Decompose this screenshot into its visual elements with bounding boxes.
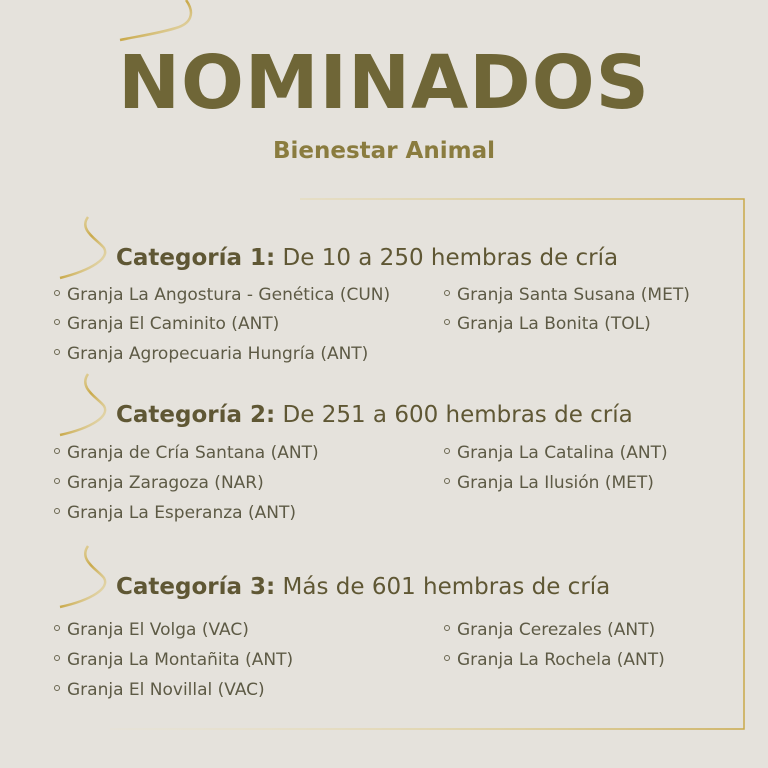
- category-2-swirl-icon: [60, 374, 105, 435]
- list-item: Granja Santa Susana (MET): [444, 285, 690, 305]
- list-item: Granja La Angostura - Genética (CUN): [54, 285, 390, 305]
- list-item: Granja Cerezales (ANT): [444, 620, 655, 640]
- category-3-text: Más de 601 hembras de cría: [275, 574, 611, 600]
- category-3-swirl-icon: [60, 546, 105, 607]
- list-item: Granja El Novillal (VAC): [54, 680, 265, 700]
- list-item: Granja El Caminito (ANT): [54, 314, 279, 334]
- list-item: Granja Agropecuaria Hungría (ANT): [54, 344, 368, 364]
- top-swirl-icon: [120, 0, 191, 40]
- list-item: Granja La Catalina (ANT): [444, 443, 668, 463]
- page-title: NOMINADOS: [118, 40, 650, 126]
- list-item: Granja La Ilusión (MET): [444, 473, 654, 493]
- category-2-heading: [116, 402, 633, 428]
- category-1-swirl-icon: [60, 217, 105, 278]
- category-3-heading: [116, 574, 610, 600]
- category-1-text: De 10 a 250 hembras de cría: [275, 245, 619, 271]
- list-item: Granja La Esperanza (ANT): [54, 503, 296, 523]
- category-3-label: Categoría 3:: [116, 574, 276, 600]
- list-item: Granja La Bonita (TOL): [444, 314, 651, 334]
- category-2-text: De 251 a 600 hembras de cría: [275, 402, 633, 428]
- list-item: Granja El Volga (VAC): [54, 620, 249, 640]
- page-subtitle: Bienestar Animal: [273, 138, 495, 164]
- list-item: Granja de Cría Santana (ANT): [54, 443, 319, 463]
- category-2-label: Categoría 2:: [116, 402, 276, 428]
- category-1-heading: [116, 245, 618, 271]
- list-item: Granja La Montañita (ANT): [54, 650, 293, 670]
- list-item: Granja Zaragoza (NAR): [54, 473, 264, 493]
- list-item: Granja La Rochela (ANT): [444, 650, 665, 670]
- category-1-label: Categoría 1:: [116, 245, 276, 271]
